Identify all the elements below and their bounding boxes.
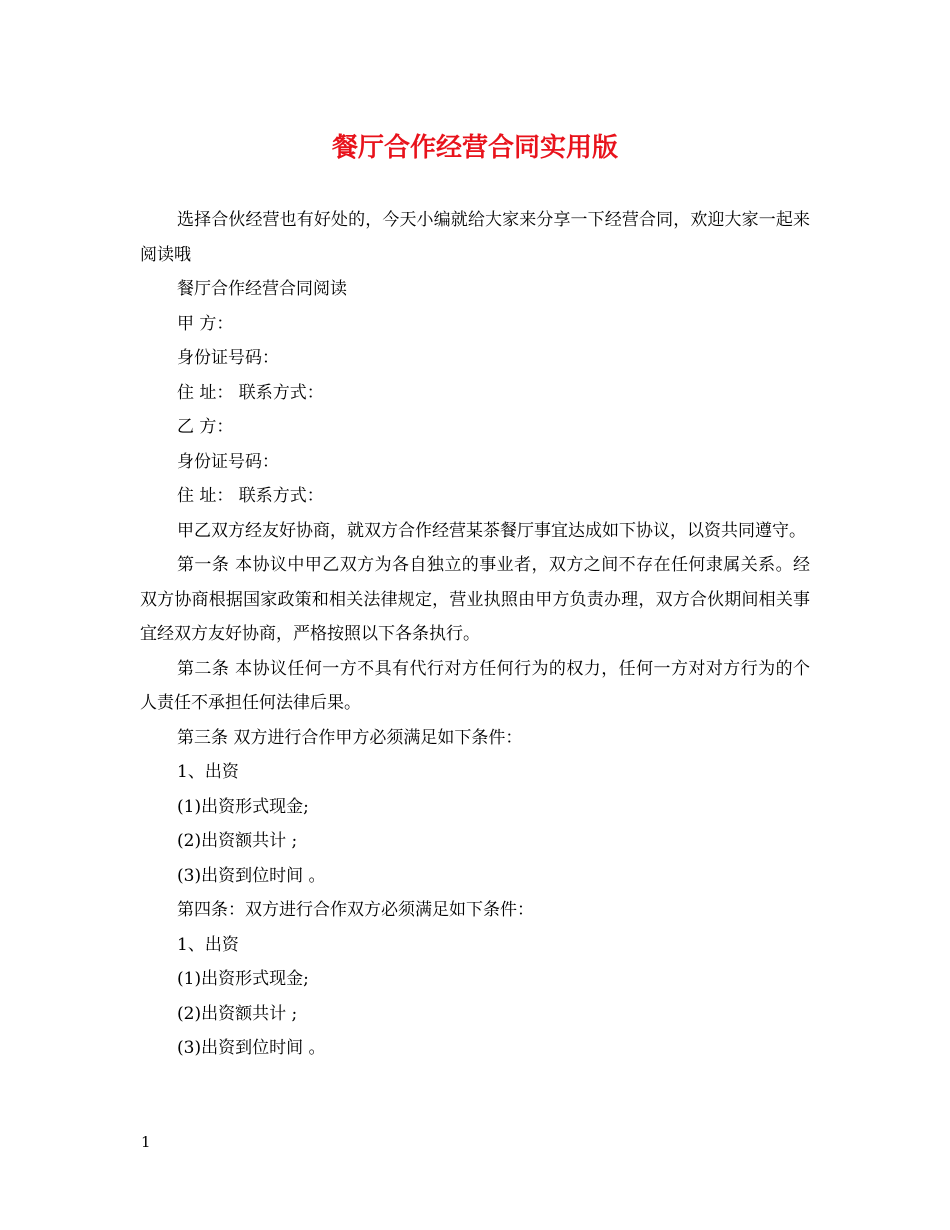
document-title: 餐厅合作经营合同实用版 — [331, 133, 618, 163]
article-3-item: 1、出资 — [177, 762, 239, 782]
party-a-label: 甲 方： — [177, 313, 234, 334]
agreement-preamble: 甲乙双方经友好协商，就双方合作经营某茶餐厅事宜达成如下协议，以资共同遵守。 — [177, 520, 806, 541]
party-b-label: 乙 方： — [177, 417, 234, 437]
article-4-item: 1、出资 — [177, 934, 239, 955]
article-1: 第一条 本协议中甲乙双方为各自独立的事业者，双方之间不存在任何隶属关系。经双方协商根据国家政策和相关法律规定，营业执照由甲方负责办理，双方合伙期间相关事宜经双方友好协商，严格按照以下各条执行。 — [140, 555, 810, 644]
page-number: 1 — [141, 1133, 151, 1151]
intro-paragraph: 选择合伙经营也有好处的，今天小编就给大家来分享一下经营合同，欢迎大家一起来阅读哦 — [140, 210, 810, 265]
article-4: 第四条：双方进行合作双方必须满足如下条件： — [177, 900, 534, 920]
article-3-subitem: (2)出资额共计 ; — [177, 831, 298, 851]
article-4-subitem: (3)出资到位时间 。 — [177, 1038, 326, 1058]
section-heading: 餐厅合作经营合同阅读 — [177, 279, 347, 299]
document-body — [140, 203, 810, 1066]
article-2: 第二条 本协议任何一方不具有代行对方任何行为的权力，任何一方对对方行为的个人责任不承担任何法律后果。 — [140, 658, 810, 713]
article-4-subitem: (1)出资形式现金; — [177, 969, 309, 989]
party-a-address-contact: 住 址： 联系方式： — [177, 382, 324, 403]
party-b-id-number: 身份证号码： — [177, 451, 279, 472]
article-3-subitem: (3)出资到位时间 。 — [177, 865, 326, 886]
party-a-id-number: 身份证号码： — [177, 348, 279, 368]
article-4-subitem: (2)出资额共计 ; — [177, 1003, 298, 1024]
party-b-address-contact: 住 址： 联系方式： — [177, 486, 324, 506]
article-3: 第三条 双方进行合作甲方必须满足如下条件： — [177, 727, 523, 748]
article-3-subitem: (1)出资形式现金; — [177, 796, 309, 817]
